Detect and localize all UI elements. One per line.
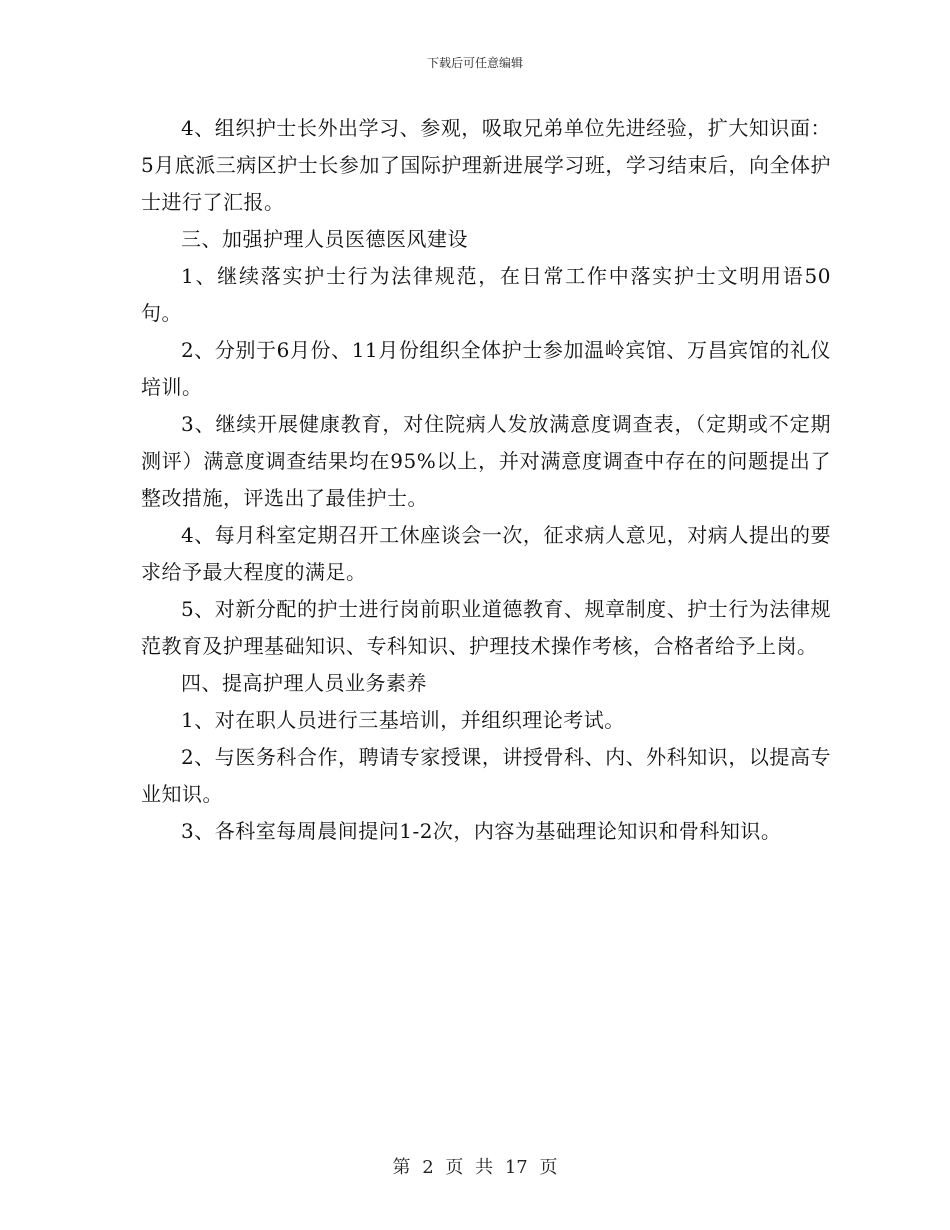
paragraph-item-4-patient-meetings: 4、每月科室定期召开工休座谈会一次，征求病人意见，对病人提出的要求给予最大程度的满足。 (141, 523, 831, 584)
paragraph-item-1-three-basics: 1、对在职人员进行三基培训，并组织理论考试。 (181, 708, 625, 732)
paragraph-item-2-expert-lectures: 2、与医务科合作，聘请专家授课，讲授骨科、内、外科知识，以提高专业知识。 (141, 745, 831, 806)
page-number-footer: 第 2 页 共 17 页 (392, 1157, 558, 1178)
paragraph-item-1-conduct-norms: 1、继续落实护士行为法律规范，在日常工作中落实护士文明用语50句。 (141, 264, 831, 325)
page-header: 下载后可任意编辑 (426, 56, 523, 70)
paragraph-item-2-etiquette-training: 2、分别于6月份、11月份组织全体护士参加温岭宾馆、万昌宾馆的礼仪培训。 (141, 338, 831, 399)
paragraph-item-3-morning-questions: 3、各科室每周晨间提问1-2次，内容为基础理论知识和骨科知识。 (181, 819, 782, 843)
document-body (141, 110, 831, 850)
paragraph-item-3-health-education: 3、继续开展健康教育，对住院病人发放满意度调查表，（定期或不定期测评）满意度调查结果均在95%以上，并对满意度调查中存在的问题提出了整改措施，评选出了最佳护士。 (141, 412, 831, 510)
section-heading-professional-quality: 四、提高护理人员业务素养 (181, 671, 427, 695)
section-heading-ethics: 三、加强护理人员医德医风建设 (181, 227, 468, 251)
paragraph-item-4-study-tour: 4、组织护士长外出学习、参观，吸取兄弟单位先进经验，扩大知识面：5月底派三病区护士长参加了国际护理新进展学习班，学习结束后，向全体护士进行了汇报。 (141, 116, 831, 214)
paragraph-item-5-new-nurse-training: 5、对新分配的护士进行岗前职业道德教育、规章制度、护士行为法律规范教育及护理基础知识、专科知识、护理技术操作考核，合格者给予上岗。 (141, 597, 831, 658)
